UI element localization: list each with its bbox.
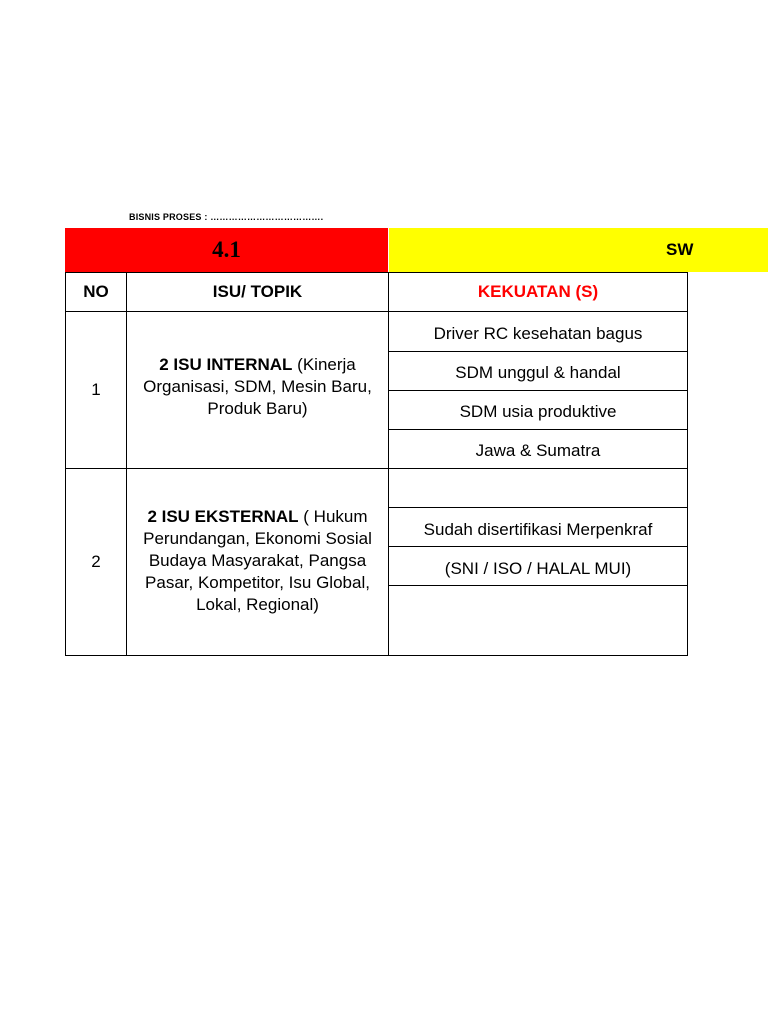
strength-divider bbox=[388, 507, 688, 508]
strength-item: (SNI / ISO / HALAL MUI) bbox=[444, 559, 632, 578]
row-number: 1 bbox=[91, 380, 101, 399]
strength-item: Jawa & Sumatra bbox=[475, 441, 601, 460]
strength-item: SDM usia produktive bbox=[459, 402, 617, 421]
strength-item: SDM unggul & handal bbox=[455, 363, 621, 382]
swot-title-band bbox=[389, 228, 768, 272]
topic-cell bbox=[128, 496, 387, 626]
topic-detail: (Kinerja Organisasi, SDM, Mesin Baru, Produk Baru) bbox=[143, 355, 372, 418]
strength-divider bbox=[388, 429, 688, 430]
topic-cell bbox=[130, 312, 385, 462]
strength-divider bbox=[388, 390, 688, 391]
topic-title: 2 ISU INTERNAL bbox=[159, 355, 293, 374]
section-number: 4.1 bbox=[212, 237, 241, 262]
strength-item: Sudah disertifikasi Merpenkraf bbox=[423, 520, 653, 539]
topic-title: 2 ISU EKSTERNAL bbox=[147, 507, 299, 526]
bisnis-proses-line: BISNIS PROSES : ………………………………. bbox=[129, 212, 324, 222]
strength-divider bbox=[388, 351, 688, 352]
col-divider-no bbox=[126, 272, 127, 656]
column-header-no: NO bbox=[83, 282, 109, 301]
strength-item: Driver RC kesehatan bagus bbox=[433, 324, 643, 343]
column-header-strength: KEKUATAN (S) bbox=[477, 282, 599, 301]
row-number: 2 bbox=[91, 552, 101, 571]
strength-item bbox=[389, 586, 687, 655]
topic-detail: ( Hukum Perundangan, Ekonomi Sosial Budaya Masyarakat, Pangsa Pasar, Kompetitor, Isu Global, Lokal, Regional) bbox=[143, 507, 372, 614]
strength-item bbox=[389, 469, 687, 507]
swot-title: SW bbox=[666, 240, 694, 259]
column-header-topic: ISU/ TOPIK bbox=[212, 282, 303, 301]
section-number-band bbox=[65, 228, 388, 272]
